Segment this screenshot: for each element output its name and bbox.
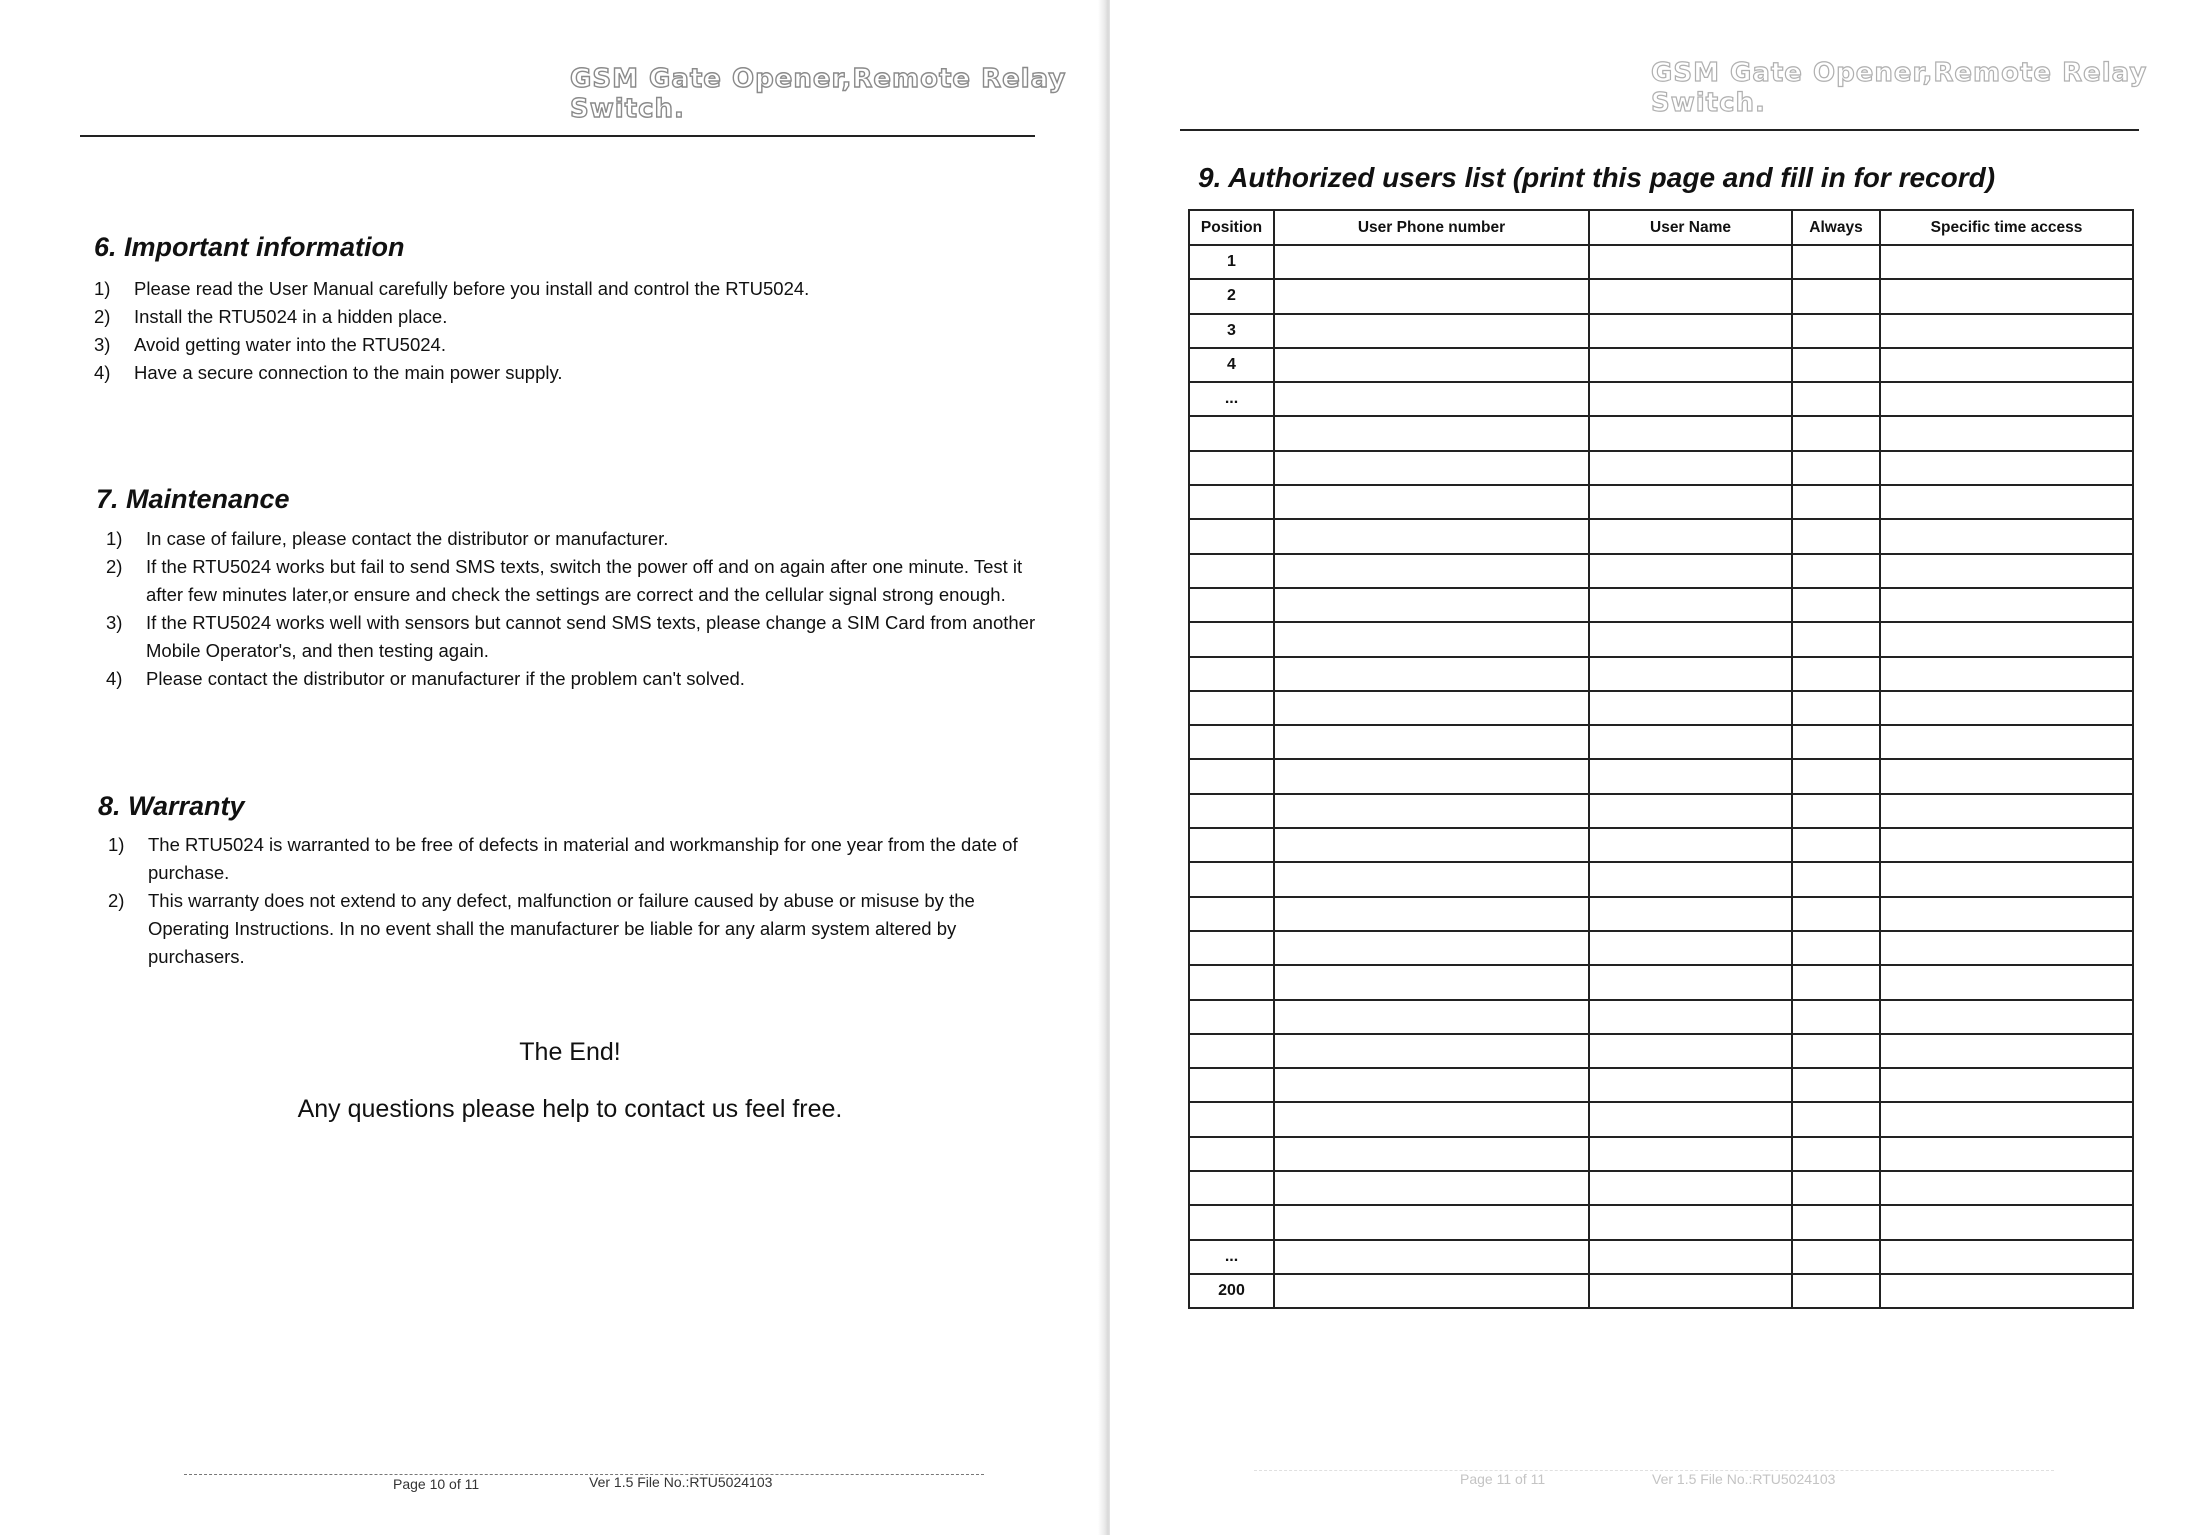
cell-phone[interactable] xyxy=(1274,245,1589,279)
cell-always[interactable] xyxy=(1792,314,1880,348)
table-row xyxy=(1189,314,2133,348)
table-body xyxy=(1189,245,2133,1308)
cell-phone[interactable] xyxy=(1274,828,1589,862)
cell-always[interactable] xyxy=(1792,1034,1880,1068)
list-item-number: 2) xyxy=(108,890,125,911)
cell-specific-time[interactable] xyxy=(1880,657,2133,691)
cell-user-name[interactable] xyxy=(1589,1102,1792,1136)
cell-user-name[interactable] xyxy=(1589,348,1792,382)
table-row xyxy=(1189,1000,2133,1034)
table-row xyxy=(1189,759,2133,793)
cell-specific-time[interactable] xyxy=(1880,1274,2133,1308)
cell-position xyxy=(1189,897,1274,931)
list-item-text: Please contact the distributor or manufacturer if the problem can't solved. xyxy=(146,668,745,689)
closing-the-end: The End! xyxy=(519,1038,621,1066)
cell-always[interactable] xyxy=(1792,588,1880,622)
cell-phone[interactable] xyxy=(1274,519,1589,553)
cell-user-name[interactable] xyxy=(1589,897,1792,931)
cell-position xyxy=(1189,862,1274,896)
footer-file-number: Ver 1.5 File No.:RTU5024103 xyxy=(1652,1471,1836,1487)
column-header-position: Position xyxy=(1189,210,1274,245)
table-row xyxy=(1189,1274,2133,1308)
closing-contact-note: Any questions please help to contact us feel free. xyxy=(297,1095,843,1123)
cell-phone[interactable] xyxy=(1274,965,1589,999)
cell-phone[interactable] xyxy=(1274,1034,1589,1068)
cell-specific-time[interactable] xyxy=(1880,794,2133,828)
cell-user-name[interactable] xyxy=(1589,588,1792,622)
table-row xyxy=(1189,1205,2133,1239)
cell-specific-time[interactable] xyxy=(1880,1205,2133,1239)
cell-position xyxy=(1189,691,1274,725)
cell-specific-time[interactable] xyxy=(1880,451,2133,485)
cell-always[interactable] xyxy=(1792,828,1880,862)
cell-always[interactable] xyxy=(1792,657,1880,691)
maintenance-list xyxy=(106,525,1041,693)
cell-position xyxy=(1189,759,1274,793)
cell-phone[interactable] xyxy=(1274,1137,1589,1171)
cell-specific-time[interactable] xyxy=(1880,245,2133,279)
footer-page-number: Page 10 of 11 xyxy=(393,1476,480,1492)
cell-specific-time[interactable] xyxy=(1880,1034,2133,1068)
list-item-number: 3) xyxy=(106,612,123,633)
table-row xyxy=(1189,519,2133,553)
cell-position xyxy=(1189,485,1274,519)
cell-position xyxy=(1189,416,1274,450)
cell-always[interactable] xyxy=(1792,1068,1880,1102)
table-row xyxy=(1189,862,2133,896)
section-title-authorized-users: 9. Authorized users list (print this page and fill in for record) xyxy=(1198,162,1996,193)
list-item-text: If the RTU5024 works well with sensors but cannot send SMS texts, please change a SIM Card from another Mobile Operator's, and then testing again. xyxy=(146,612,1036,661)
table-row xyxy=(1189,485,2133,519)
list-item-number: 3) xyxy=(94,334,111,355)
table-row xyxy=(1189,451,2133,485)
table-row xyxy=(1189,554,2133,588)
table-row xyxy=(1189,1102,2133,1136)
footer-file-number: Ver 1.5 File No.:RTU5024103 xyxy=(589,1474,773,1490)
cell-phone[interactable] xyxy=(1274,622,1589,656)
cell-specific-time[interactable] xyxy=(1880,862,2133,896)
list-item-text: Have a secure connection to the main power supply. xyxy=(134,362,563,383)
cell-position xyxy=(1189,622,1274,656)
important-information-list xyxy=(94,275,974,387)
cell-phone[interactable] xyxy=(1274,1274,1589,1308)
list-item xyxy=(106,665,1041,693)
cell-specific-time[interactable] xyxy=(1880,382,2133,416)
table-row xyxy=(1189,828,2133,862)
cell-user-name[interactable] xyxy=(1589,245,1792,279)
cell-user-name[interactable] xyxy=(1589,279,1792,313)
cell-position xyxy=(1189,451,1274,485)
list-item xyxy=(94,303,974,331)
list-item xyxy=(108,887,1038,971)
table-row xyxy=(1189,279,2133,313)
cell-phone[interactable] xyxy=(1274,794,1589,828)
cell-always[interactable] xyxy=(1792,931,1880,965)
table-row xyxy=(1189,245,2133,279)
cell-user-name[interactable] xyxy=(1589,657,1792,691)
cell-user-name[interactable] xyxy=(1589,1068,1792,1102)
warranty-list xyxy=(108,831,1038,971)
cell-always[interactable] xyxy=(1792,382,1880,416)
column-header-specific-time: Specific time access xyxy=(1880,210,2133,245)
cell-position: 200 xyxy=(1189,1274,1274,1308)
cell-position xyxy=(1189,931,1274,965)
cell-always[interactable] xyxy=(1792,519,1880,553)
cell-user-name[interactable] xyxy=(1589,1171,1792,1205)
list-item xyxy=(106,609,1041,665)
list-item xyxy=(106,525,1041,553)
cell-specific-time[interactable] xyxy=(1880,279,2133,313)
cell-specific-time[interactable] xyxy=(1880,554,2133,588)
table-row xyxy=(1189,416,2133,450)
cell-specific-time[interactable] xyxy=(1880,519,2133,553)
cell-specific-time[interactable] xyxy=(1880,691,2133,725)
cell-specific-time[interactable] xyxy=(1880,348,2133,382)
cell-position xyxy=(1189,1171,1274,1205)
table-row xyxy=(1189,931,2133,965)
cell-position xyxy=(1189,657,1274,691)
cell-position: ... xyxy=(1189,1240,1274,1274)
cell-always[interactable] xyxy=(1792,416,1880,450)
cell-phone[interactable] xyxy=(1274,931,1589,965)
list-item-number: 1) xyxy=(94,278,111,299)
cell-user-name[interactable] xyxy=(1589,416,1792,450)
cell-phone[interactable] xyxy=(1274,691,1589,725)
cell-phone[interactable] xyxy=(1274,588,1589,622)
cell-always[interactable] xyxy=(1792,1240,1880,1274)
cell-always[interactable] xyxy=(1792,1102,1880,1136)
list-item-number: 1) xyxy=(106,528,123,549)
header-rule xyxy=(1180,129,2139,131)
cell-specific-time[interactable] xyxy=(1880,485,2133,519)
cell-phone[interactable] xyxy=(1274,1171,1589,1205)
cell-phone[interactable] xyxy=(1274,897,1589,931)
cell-specific-time[interactable] xyxy=(1880,931,2133,965)
list-item-text: In case of failure, please contact the distributor or manufacturer. xyxy=(146,528,669,549)
cell-user-name[interactable] xyxy=(1589,451,1792,485)
cell-phone[interactable] xyxy=(1274,554,1589,588)
list-item-text: The RTU5024 is warranted to be free of defects in material and workmanship for one year from the date of purchase. xyxy=(148,834,1018,883)
list-item xyxy=(106,553,1041,609)
cell-user-name[interactable] xyxy=(1589,1205,1792,1239)
cell-specific-time[interactable] xyxy=(1880,1102,2133,1136)
cell-specific-time[interactable] xyxy=(1880,725,2133,759)
cell-phone[interactable] xyxy=(1274,1000,1589,1034)
cell-position xyxy=(1189,1102,1274,1136)
cell-user-name[interactable] xyxy=(1589,1240,1792,1274)
cell-always[interactable] xyxy=(1792,485,1880,519)
cell-specific-time[interactable] xyxy=(1880,588,2133,622)
cell-user-name[interactable] xyxy=(1589,794,1792,828)
column-header-phone: User Phone number xyxy=(1274,210,1589,245)
cell-always[interactable] xyxy=(1792,862,1880,896)
cell-phone[interactable] xyxy=(1274,1240,1589,1274)
cell-specific-time[interactable] xyxy=(1880,1000,2133,1034)
cell-user-name[interactable] xyxy=(1589,828,1792,862)
cell-phone[interactable] xyxy=(1274,382,1589,416)
list-item-number: 2) xyxy=(94,306,111,327)
list-item-text: Please read the User Manual carefully before you install and control the RTU5024. xyxy=(134,278,810,299)
running-header: GSM Gate Opener,Remote Relay Switch. xyxy=(1651,58,2148,118)
table-row xyxy=(1189,1034,2133,1068)
list-item-number: 2) xyxy=(106,556,123,577)
list-item-number: 1) xyxy=(108,834,125,855)
cell-phone[interactable] xyxy=(1274,279,1589,313)
section-title-important-information: 6. Important information xyxy=(94,232,405,262)
cell-always[interactable] xyxy=(1792,451,1880,485)
cell-user-name[interactable] xyxy=(1589,1000,1792,1034)
cell-user-name[interactable] xyxy=(1589,1274,1792,1308)
cell-position xyxy=(1189,554,1274,588)
cell-phone[interactable] xyxy=(1274,1102,1589,1136)
cell-phone[interactable] xyxy=(1274,862,1589,896)
cell-position: 2 xyxy=(1189,279,1274,313)
cell-user-name[interactable] xyxy=(1589,862,1792,896)
cell-always[interactable] xyxy=(1792,897,1880,931)
cell-user-name[interactable] xyxy=(1589,485,1792,519)
cell-specific-time[interactable] xyxy=(1880,1171,2133,1205)
cell-user-name[interactable] xyxy=(1589,725,1792,759)
cell-user-name[interactable] xyxy=(1589,519,1792,553)
cell-user-name[interactable] xyxy=(1589,931,1792,965)
footer-rule xyxy=(184,1474,984,1475)
cell-always[interactable] xyxy=(1792,1000,1880,1034)
section-title-warranty: 8. Warranty xyxy=(98,791,245,821)
cell-specific-time[interactable] xyxy=(1880,622,2133,656)
cell-specific-time[interactable] xyxy=(1880,897,2133,931)
cell-always[interactable] xyxy=(1792,691,1880,725)
cell-always[interactable] xyxy=(1792,245,1880,279)
table-row xyxy=(1189,348,2133,382)
authorized-users-table xyxy=(1188,209,2134,1309)
list-item-text: If the RTU5024 works but fail to send SMS texts, switch the power off and on again after one minute. Test it after few minutes later,or ensure and check the settings are correct and the cellular signal strong enough. xyxy=(146,556,1023,605)
cell-specific-time[interactable] xyxy=(1880,1068,2133,1102)
table-row xyxy=(1189,588,2133,622)
cell-user-name[interactable] xyxy=(1589,1137,1792,1171)
cell-user-name[interactable] xyxy=(1589,314,1792,348)
list-item-text: Avoid getting water into the RTU5024. xyxy=(134,334,446,355)
table-row xyxy=(1189,965,2133,999)
cell-specific-time[interactable] xyxy=(1880,1240,2133,1274)
table-row xyxy=(1189,794,2133,828)
cell-phone[interactable] xyxy=(1274,416,1589,450)
table-row xyxy=(1189,725,2133,759)
table-row xyxy=(1189,1137,2133,1171)
cell-position xyxy=(1189,1137,1274,1171)
cell-always[interactable] xyxy=(1792,1137,1880,1171)
cell-position xyxy=(1189,588,1274,622)
cell-phone[interactable] xyxy=(1274,451,1589,485)
cell-specific-time[interactable] xyxy=(1880,828,2133,862)
column-header-always: Always xyxy=(1792,210,1880,245)
cell-user-name[interactable] xyxy=(1589,382,1792,416)
cell-position: ... xyxy=(1189,382,1274,416)
cell-position xyxy=(1189,794,1274,828)
cell-always[interactable] xyxy=(1792,279,1880,313)
list-item-number: 4) xyxy=(94,362,111,383)
cell-always[interactable] xyxy=(1792,1274,1880,1308)
cell-position xyxy=(1189,519,1274,553)
cell-phone[interactable] xyxy=(1274,348,1589,382)
cell-phone[interactable] xyxy=(1274,657,1589,691)
list-item xyxy=(94,331,974,359)
list-item xyxy=(94,359,974,387)
cell-always[interactable] xyxy=(1792,725,1880,759)
cell-phone[interactable] xyxy=(1274,485,1589,519)
cell-specific-time[interactable] xyxy=(1880,759,2133,793)
table-row xyxy=(1189,657,2133,691)
cell-user-name[interactable] xyxy=(1589,759,1792,793)
cell-user-name[interactable] xyxy=(1589,691,1792,725)
cell-phone[interactable] xyxy=(1274,314,1589,348)
list-item-text: This warranty does not extend to any defect, malfunction or failure caused by abuse or misuse by the Operating Instructions. In no event shall the manufacturer be liable for any alarm system altered by purchasers. xyxy=(148,890,975,967)
cell-always[interactable] xyxy=(1792,554,1880,588)
cell-position: 3 xyxy=(1189,314,1274,348)
cell-user-name[interactable] xyxy=(1589,554,1792,588)
list-item xyxy=(108,831,1038,887)
table-row xyxy=(1189,691,2133,725)
cell-position: 1 xyxy=(1189,245,1274,279)
cell-always[interactable] xyxy=(1792,1205,1880,1239)
cell-specific-time[interactable] xyxy=(1880,314,2133,348)
cell-position xyxy=(1189,1068,1274,1102)
cell-position xyxy=(1189,1205,1274,1239)
cell-user-name[interactable] xyxy=(1589,965,1792,999)
list-item-text: Install the RTU5024 in a hidden place. xyxy=(134,306,448,327)
cell-position xyxy=(1189,965,1274,999)
cell-always[interactable] xyxy=(1792,622,1880,656)
cell-specific-time[interactable] xyxy=(1880,1137,2133,1171)
cell-user-name[interactable] xyxy=(1589,1034,1792,1068)
right-page xyxy=(1110,0,2189,1535)
cell-phone[interactable] xyxy=(1274,1205,1589,1239)
footer-page-number: Page 11 of 11 xyxy=(1460,1471,1546,1487)
list-item-number: 4) xyxy=(106,668,123,689)
table-row xyxy=(1189,1171,2133,1205)
list-item xyxy=(94,275,974,303)
cell-position xyxy=(1189,1034,1274,1068)
cell-position xyxy=(1189,1000,1274,1034)
header-rule xyxy=(80,135,1035,137)
cell-phone[interactable] xyxy=(1274,725,1589,759)
section-title-maintenance: 7. Maintenance xyxy=(96,484,290,514)
table-row xyxy=(1189,622,2133,656)
cell-position xyxy=(1189,725,1274,759)
table-header-row xyxy=(1189,210,2133,245)
cell-always[interactable] xyxy=(1792,794,1880,828)
cell-specific-time[interactable] xyxy=(1880,965,2133,999)
table-row xyxy=(1189,1068,2133,1102)
table-row xyxy=(1189,897,2133,931)
column-header-user-name: User Name xyxy=(1589,210,1792,245)
table-row xyxy=(1189,382,2133,416)
cell-user-name[interactable] xyxy=(1589,622,1792,656)
cell-always[interactable] xyxy=(1792,759,1880,793)
cell-always[interactable] xyxy=(1792,1171,1880,1205)
running-header: GSM Gate Opener,Remote Relay Switch. xyxy=(570,64,1067,124)
cell-specific-time[interactable] xyxy=(1880,416,2133,450)
cell-always[interactable] xyxy=(1792,965,1880,999)
cell-always[interactable] xyxy=(1792,348,1880,382)
cell-position xyxy=(1189,828,1274,862)
cell-position: 4 xyxy=(1189,348,1274,382)
cell-phone[interactable] xyxy=(1274,759,1589,793)
cell-phone[interactable] xyxy=(1274,1068,1589,1102)
table-row xyxy=(1189,1240,2133,1274)
